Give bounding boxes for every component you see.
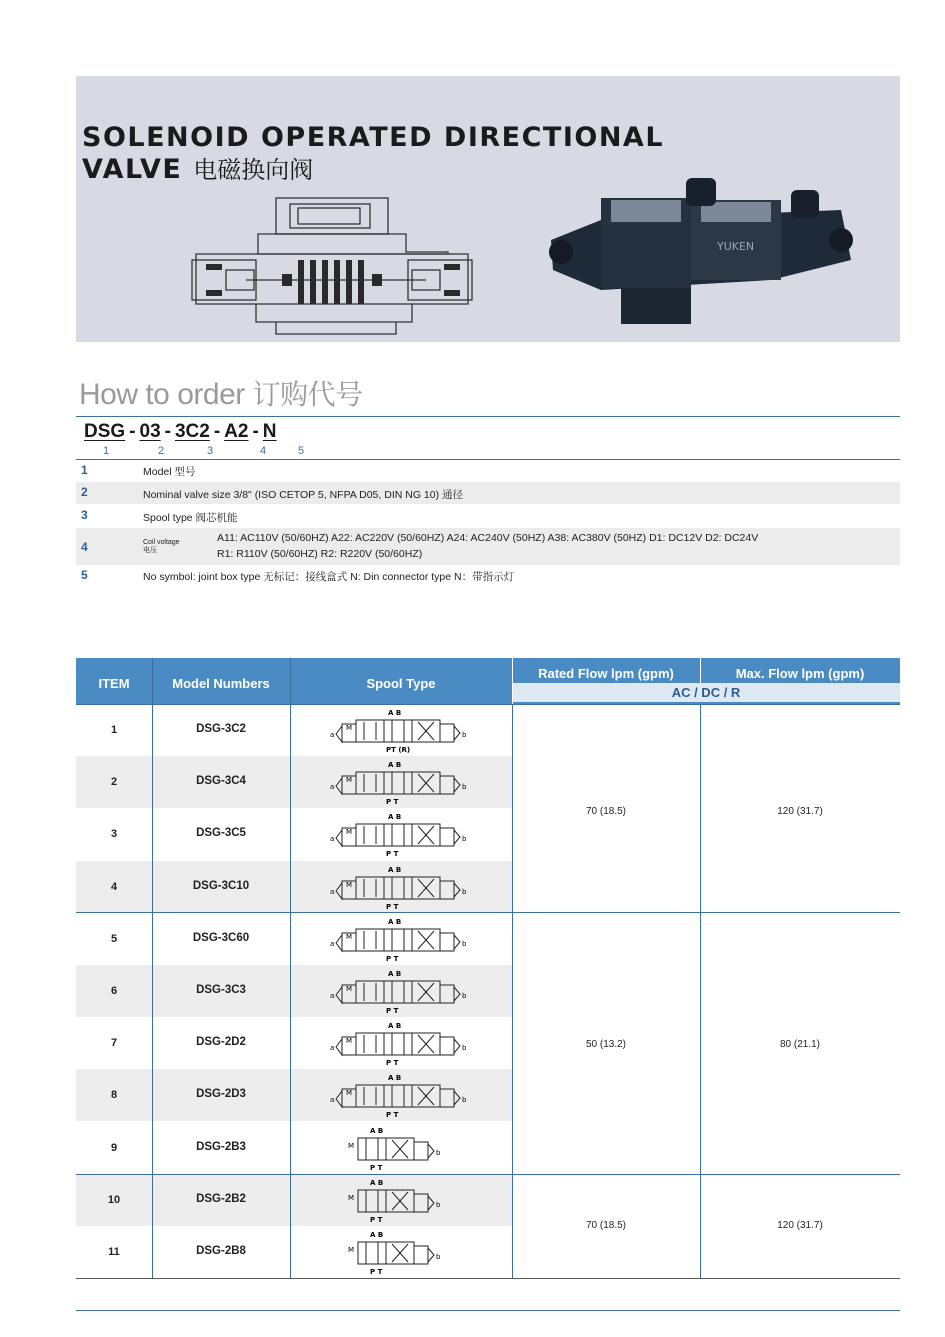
code-sep: - [164, 421, 171, 442]
table-row [76, 913, 512, 965]
max-flow-group-1: 120 (31.7) [777, 806, 823, 817]
spool-symbol [328, 967, 468, 1015]
item-number: 7 [110, 1037, 118, 1050]
code-sep: - [252, 421, 259, 442]
spool-symbol [328, 1071, 468, 1119]
order-row [76, 460, 900, 482]
divider [76, 416, 900, 417]
spool-symbol-shapes [336, 981, 460, 1003]
port-label-bottom: P T [386, 1007, 399, 1015]
spool-symbol [328, 1176, 468, 1224]
order-row-num: 4 [81, 540, 88, 554]
spool-symbol [328, 810, 468, 858]
spool-symbol-shapes [336, 824, 460, 846]
solenoid-b-label: b [436, 1148, 441, 1157]
model-number: DSG-2B8 [196, 1245, 246, 1257]
solenoid-a-label: a [330, 992, 335, 1000]
rated-flow-group-3: 70 (18.5) [585, 1220, 627, 1231]
model-number: DSG-2B3 [196, 1140, 246, 1153]
code-number-4: 4 [260, 445, 267, 457]
port-label-top: A B [370, 1126, 384, 1135]
manual-override-label: M [346, 932, 353, 941]
coil-voltage-cn: 电压 [143, 547, 157, 554]
header-max-flow: Max. Flow lpm (gpm) [735, 666, 865, 681]
rated-flow-group-2: 50 (13.2) [585, 1039, 627, 1050]
port-label-top: A B [388, 1074, 402, 1083]
port-label-bottom: P T [386, 1059, 399, 1068]
header-model: Model Numbers [172, 676, 270, 691]
port-label-bottom: P T [370, 1268, 383, 1276]
spool-symbol-shapes [336, 720, 460, 742]
rated-flow-group-1: 70 (18.5) [585, 806, 627, 817]
code-number-5: 5 [298, 445, 305, 457]
solenoid-a-label: a [330, 731, 335, 739]
model-number: DSG-2D2 [196, 1036, 246, 1049]
spool-symbol-shapes [336, 1033, 460, 1055]
table-header [76, 658, 900, 704]
code-part-1: DSG [84, 421, 126, 442]
code-part-4: A2 [224, 421, 249, 442]
grid-line [700, 704, 701, 1278]
solenoid-b-label: b [462, 835, 467, 844]
title-chinese: 电磁换向阀 [193, 156, 314, 184]
table-row [76, 1174, 512, 1226]
code-number-3: 3 [207, 445, 214, 457]
spool-symbol-shapes [358, 1138, 434, 1160]
code-sep: - [213, 421, 221, 442]
table-row [76, 861, 512, 913]
header-rated-flow: Rated Flow lpm (gpm) [538, 666, 674, 681]
item-number: 5 [110, 932, 118, 945]
solenoid-b-label: b [462, 887, 467, 896]
item-number: 1 [110, 724, 118, 736]
header-spool: Spool Type [366, 676, 436, 691]
port-label-top: A B [388, 761, 402, 770]
order-row-text: Nominal valve size 3/8" (ISO CETOP 5, NFPA D05, DIN NG 10) 通径 [143, 489, 463, 501]
max-flow-group-3: 120 (31.7) [777, 1220, 823, 1231]
valve-product-photo [541, 170, 871, 340]
photo-brand-label: YUKEN [717, 240, 755, 253]
order-row [76, 482, 900, 504]
table-row [76, 1122, 512, 1174]
solenoid-a-label: a [330, 1044, 335, 1053]
solenoid-b-label: b [462, 731, 467, 739]
port-label-bottom: P T [370, 1163, 383, 1172]
header-item: ITEM [98, 676, 130, 691]
spool-symbol-shapes [336, 1085, 460, 1107]
table-row [76, 1017, 512, 1069]
solenoid-b-label: b [462, 1044, 467, 1053]
header-subtitle: AC / DC / R [512, 683, 900, 702]
item-number: 6 [110, 985, 118, 997]
spool-symbol-shapes [336, 772, 460, 794]
footer-divider [76, 1310, 900, 1311]
spool-symbol [328, 863, 468, 911]
code-part-2: 03 [139, 421, 161, 442]
solenoid-b-label: b [436, 1253, 441, 1261]
grid-line [290, 658, 291, 1278]
solenoid-a-label: a [330, 1096, 335, 1105]
order-row [76, 504, 900, 528]
table-row [76, 1069, 512, 1121]
title-line-1: SOLENOID OPERATED DIRECTIONAL [82, 122, 665, 153]
how-to-order-heading [79, 373, 363, 413]
manual-override-label: M [346, 985, 353, 993]
port-label-bottom: P T [386, 798, 399, 807]
model-number: DSG-3C5 [196, 827, 246, 840]
port-label-bottom: P T [386, 1111, 399, 1120]
solenoid-a-label: a [330, 783, 335, 792]
order-row [76, 565, 900, 587]
port-label-top: A B [388, 970, 402, 978]
manual-override-label: M [346, 776, 353, 785]
spool-symbol-shapes [358, 1190, 434, 1212]
spool-symbol-shapes [336, 929, 460, 951]
code-part-3: 3C2 [174, 421, 210, 442]
manual-override-label: M [346, 1089, 353, 1098]
order-row-text: No symbol: joint box type 无标记：接线盒式 N: Din connector type N：带指示灯 [143, 571, 515, 583]
max-flow-group-2: 80 (21.1) [779, 1039, 821, 1050]
item-number: 3 [110, 828, 118, 841]
order-heading-en: How to order [79, 378, 245, 411]
order-row-text: Model 型号 [143, 466, 196, 478]
order-row-text: Spool type 阀芯机能 [143, 512, 238, 524]
order-row-num: 5 [81, 568, 88, 582]
grid-line [512, 704, 513, 1278]
model-number: DSG-2D3 [196, 1088, 246, 1101]
solenoid-b-label: b [436, 1200, 441, 1209]
code-part-5: N [262, 421, 277, 442]
spool-symbol-shapes [358, 1242, 434, 1264]
model-number: DSG-2B2 [196, 1192, 246, 1205]
model-number: DSG-3C10 [192, 879, 250, 892]
port-label-bottom: P T [386, 954, 399, 963]
solenoid-b-label: b [462, 1096, 467, 1105]
title-valve: VALVE [82, 154, 183, 185]
solenoid-a-label: a [330, 887, 335, 896]
grid-line [76, 704, 900, 705]
port-label-top: A B [388, 1022, 402, 1031]
coil-voltage-label [143, 539, 180, 555]
item-number: 11 [108, 1246, 120, 1258]
port-label-bottom: PT (R) [386, 746, 411, 754]
spool-symbol [328, 1124, 468, 1172]
table-row [76, 756, 512, 808]
grid-line [76, 1174, 900, 1175]
spool-symbol [328, 706, 468, 754]
item-number: 9 [110, 1141, 118, 1154]
model-number: DSG-3C4 [196, 775, 246, 788]
spool-symbol [328, 1019, 468, 1067]
order-row-num: 1 [81, 463, 88, 477]
order-code [84, 421, 277, 443]
item-number: 8 [110, 1089, 118, 1102]
spool-symbol [328, 1228, 468, 1276]
solenoid-b-label: b [462, 939, 467, 948]
model-number: DSG-3C60 [192, 931, 250, 944]
port-label-bottom: P T [386, 902, 399, 911]
port-label-top: A B [388, 865, 402, 874]
grid-line [76, 912, 900, 913]
spool-symbol [328, 915, 468, 963]
table-row [76, 1226, 512, 1278]
item-number: 2 [110, 776, 118, 789]
order-heading-cn: 订购代号 [252, 378, 363, 411]
port-label-top: A B [370, 1231, 384, 1239]
header-separator [512, 658, 513, 704]
coil-voltage-en: Coil voltage [143, 539, 180, 546]
order-row-num: 3 [81, 508, 88, 522]
port-label-bottom: P T [370, 1215, 383, 1224]
table-row [76, 808, 512, 860]
model-number: DSG-3C2 [196, 723, 246, 735]
coil-voltage-options-1: A11: AC110V (50/60HZ) A22: AC220V (50/60HZ) A24: AC240V (50HZ) A38: AC380V (50HZ) D1: DC12V D2: DC24V [217, 532, 759, 544]
solenoid-a-label: a [330, 835, 335, 844]
manual-override-label: M [346, 1037, 353, 1046]
manual-override-label: M [348, 1193, 355, 1202]
table-row [76, 965, 512, 1017]
order-row-num: 2 [81, 485, 88, 499]
code-number-2: 2 [158, 445, 165, 457]
code-sep: - [129, 421, 136, 442]
port-label-top: A B [388, 709, 402, 717]
item-number: 4 [110, 880, 118, 893]
grid-line [152, 658, 153, 1278]
manual-override-label: M [348, 1246, 355, 1254]
port-label-top: A B [388, 813, 402, 822]
coil-voltage-options-2: R1: R110V (50/60HZ) R2: R220V (50/60HZ) [217, 548, 423, 560]
solenoid-a-label: a [330, 939, 335, 948]
manual-override-label: M [346, 880, 353, 889]
spool-symbol-shapes [336, 877, 460, 899]
grid-line [76, 1278, 900, 1279]
table-row [76, 704, 512, 756]
manual-override-label: M [348, 1141, 355, 1150]
port-label-top: A B [388, 917, 402, 926]
model-number: DSG-3C3 [196, 984, 246, 996]
solenoid-b-label: b [462, 992, 467, 1000]
manual-override-label: M [346, 724, 353, 732]
header-banner [76, 76, 900, 342]
item-number: 10 [107, 1193, 121, 1206]
valve-cross-section-drawing [186, 194, 486, 342]
code-number-1: 1 [103, 445, 110, 457]
spool-symbol [328, 758, 468, 806]
port-label-top: A B [370, 1178, 384, 1187]
manual-override-label: M [346, 828, 353, 837]
header-separator [700, 658, 701, 683]
order-row [76, 528, 900, 565]
port-label-bottom: P T [386, 850, 399, 859]
solenoid-b-label: b [462, 783, 467, 792]
